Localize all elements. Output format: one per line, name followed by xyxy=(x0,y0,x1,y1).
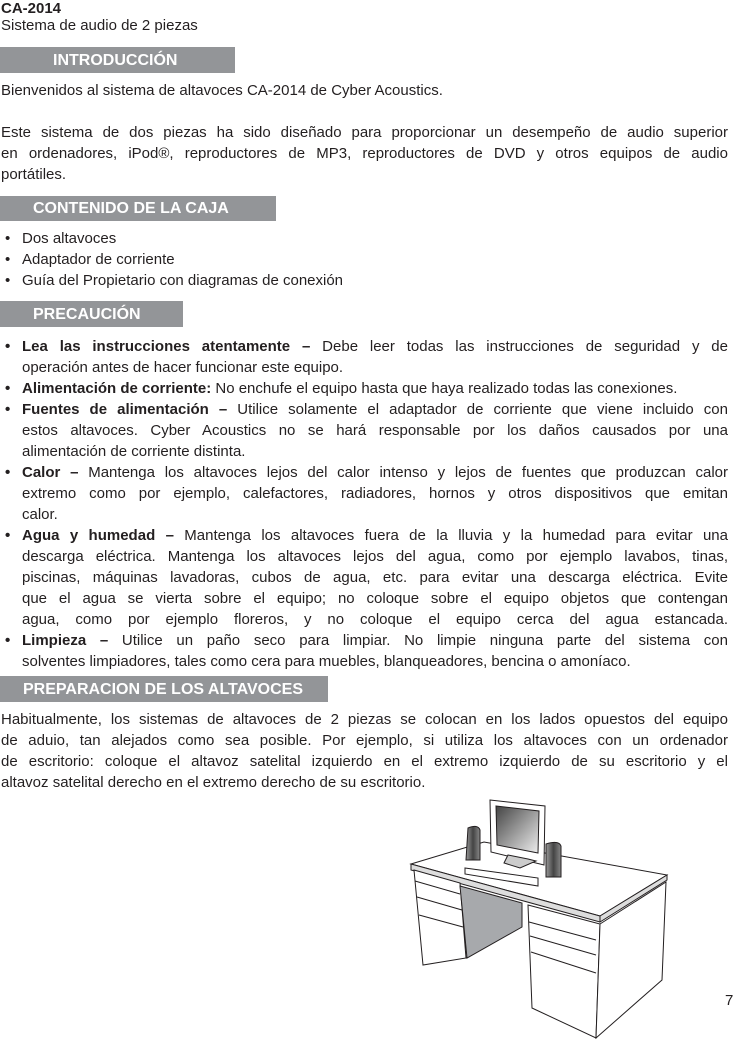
text-line xyxy=(22,399,728,420)
bullet-icon: • xyxy=(5,380,11,397)
contents-list xyxy=(0,228,728,291)
bullet-lead: Calor – xyxy=(22,464,89,481)
text-content: Mantenga los altavoces fuera de la lluvia y la humedad para evitar una xyxy=(184,527,728,544)
text-line xyxy=(22,420,728,441)
section-header-intro: INTRODUCCIÓN xyxy=(0,47,235,73)
intro-paragraph-2 xyxy=(1,122,728,185)
list-item xyxy=(0,270,728,291)
text-content: Adaptador de corriente xyxy=(22,251,175,268)
bullet-lead: Limpieza – xyxy=(22,632,122,649)
text-line xyxy=(22,228,728,249)
text-line xyxy=(22,462,728,483)
bullet-lead: Fuentes de alimentación – xyxy=(22,401,238,418)
text-line xyxy=(22,525,728,546)
text-content: en ordenadores, iPod®, reproductores de MP3, reproductores de DVD y otros equipos de audio xyxy=(1,145,728,162)
text-line xyxy=(22,378,728,399)
bullet-lead: Alimentación de corriente: xyxy=(22,380,216,397)
text-line xyxy=(22,609,728,630)
text-content: Utilice un paño seco para limpiar. No limpie ninguna parte del sistema con xyxy=(121,632,728,649)
text-line xyxy=(1,122,728,143)
list-item xyxy=(0,378,728,399)
text-line xyxy=(1,730,728,751)
text-content: Mantenga los altavoces lejos del calor intenso y lejos de fuentes que produzcan calor xyxy=(88,464,728,481)
text-content: Este sistema de dos piezas ha sido diseñado para proporcionar un desempeño de audio superior xyxy=(1,124,728,141)
text-line xyxy=(22,441,728,462)
caution-list xyxy=(0,336,728,672)
text-content: de escritorio: coloque el altavoz satelital izquierdo en el extremo izquierdo de su escritorio y el xyxy=(1,753,728,770)
intro-paragraph-1 xyxy=(1,80,728,101)
text-line xyxy=(22,630,728,651)
setup-paragraph xyxy=(1,709,728,793)
text-line xyxy=(1,709,728,730)
text-content: altavoz satelital derecho en el extremo derecho de su escritorio. xyxy=(1,774,426,791)
text-line xyxy=(22,651,728,672)
section-header-contents: CONTENIDO DE LA CAJA xyxy=(0,196,276,221)
text-content: Utilice solamente el adaptador de corriente que viene incluido con xyxy=(237,401,728,418)
bullet-lead: Agua y humedad – xyxy=(22,527,185,544)
text-line xyxy=(22,567,728,588)
text-line xyxy=(22,588,728,609)
text-content: piscinas, máquinas lavadoras, cubos de agua, etc. para evitar una descarga eléctrica. Evite xyxy=(22,569,728,586)
text-line xyxy=(1,143,728,164)
section-header-setup: PREPARACION DE LOS ALTAVOCES xyxy=(0,676,328,702)
text-line xyxy=(22,357,728,378)
bullet-icon: • xyxy=(5,230,11,247)
text-content: estos altavoces. Cyber Acoustics no se hará responsable por los daños causados por una xyxy=(22,422,728,439)
bullet-icon: • xyxy=(5,272,11,289)
list-item xyxy=(0,462,728,525)
text-line xyxy=(1,751,728,772)
list-item xyxy=(0,336,728,378)
text-content: Bienvenidos al sistema de altavoces CA-2014 de Cyber Acoustics. xyxy=(1,82,443,99)
text-content: descarga eléctrica. Mantenga los altavoces lejos del agua, como por ejemplo lavabos, tinas, xyxy=(22,548,728,565)
text-content: Guía del Propietario con diagramas de conexión xyxy=(22,272,344,289)
list-item xyxy=(0,525,728,630)
bullet-icon: • xyxy=(5,401,11,418)
text-line xyxy=(1,164,728,185)
text-line xyxy=(22,504,728,525)
text-content: extremo como por ejemplo, calefactores, radiadores, hornos y otros dispositivos que emitan xyxy=(22,485,728,502)
bullet-icon: • xyxy=(5,632,11,649)
text-content: solventes limpiadores, tales como cera para muebles, blanqueadores, bencina o amoníaco. xyxy=(22,653,631,670)
text-content: Dos altavoces xyxy=(22,230,117,247)
text-line xyxy=(1,80,728,101)
text-content: No enchufe el equipo hasta que haya realizado todas las conexiones. xyxy=(215,380,678,397)
list-item xyxy=(0,399,728,462)
text-content: agua, como por ejemplo floreros, y no coloque el equipo cerca del agua estancada. xyxy=(22,611,728,628)
subtitle: Sistema de audio de 2 piezas xyxy=(1,17,198,34)
text-content: operación antes de hacer funcionar este equipo. xyxy=(22,359,344,376)
text-content: de aduio, tan alejados como sea posible. Por ejemplo, si utiliza los altavoces con un ordenador xyxy=(1,732,728,749)
model-title: CA-2014 xyxy=(1,0,62,17)
list-item xyxy=(0,249,728,270)
list-item xyxy=(0,630,728,672)
page-number: 7 xyxy=(725,992,734,1009)
text-content: portátiles. xyxy=(1,166,67,183)
text-line xyxy=(22,546,728,567)
text-content: que el agua se vierta sobre el equipo; no coloque sobre el equipo objetos que contengan xyxy=(22,590,728,607)
text-line xyxy=(22,249,728,270)
bullet-icon: • xyxy=(5,251,11,268)
list-item xyxy=(0,228,728,249)
text-content: Debe leer todas las instrucciones de seguridad y de xyxy=(322,338,728,355)
section-header-caution: PRECAUCIÓN xyxy=(0,301,183,327)
text-line xyxy=(22,336,728,357)
bullet-icon: • xyxy=(5,464,11,481)
bullet-icon: • xyxy=(5,527,11,544)
text-line xyxy=(22,270,728,291)
text-line xyxy=(22,483,728,504)
desk-illustration xyxy=(400,790,700,1040)
text-content: calor. xyxy=(22,506,58,523)
bullet-icon: • xyxy=(5,338,11,355)
bullet-lead: Lea las instrucciones atentamente – xyxy=(22,338,323,355)
text-content: Habitualmente, los sistemas de altavoces de 2 piezas se colocan en los lados opuestos del equipo xyxy=(1,711,728,728)
text-content: alimentación de corriente distinta. xyxy=(22,443,246,460)
